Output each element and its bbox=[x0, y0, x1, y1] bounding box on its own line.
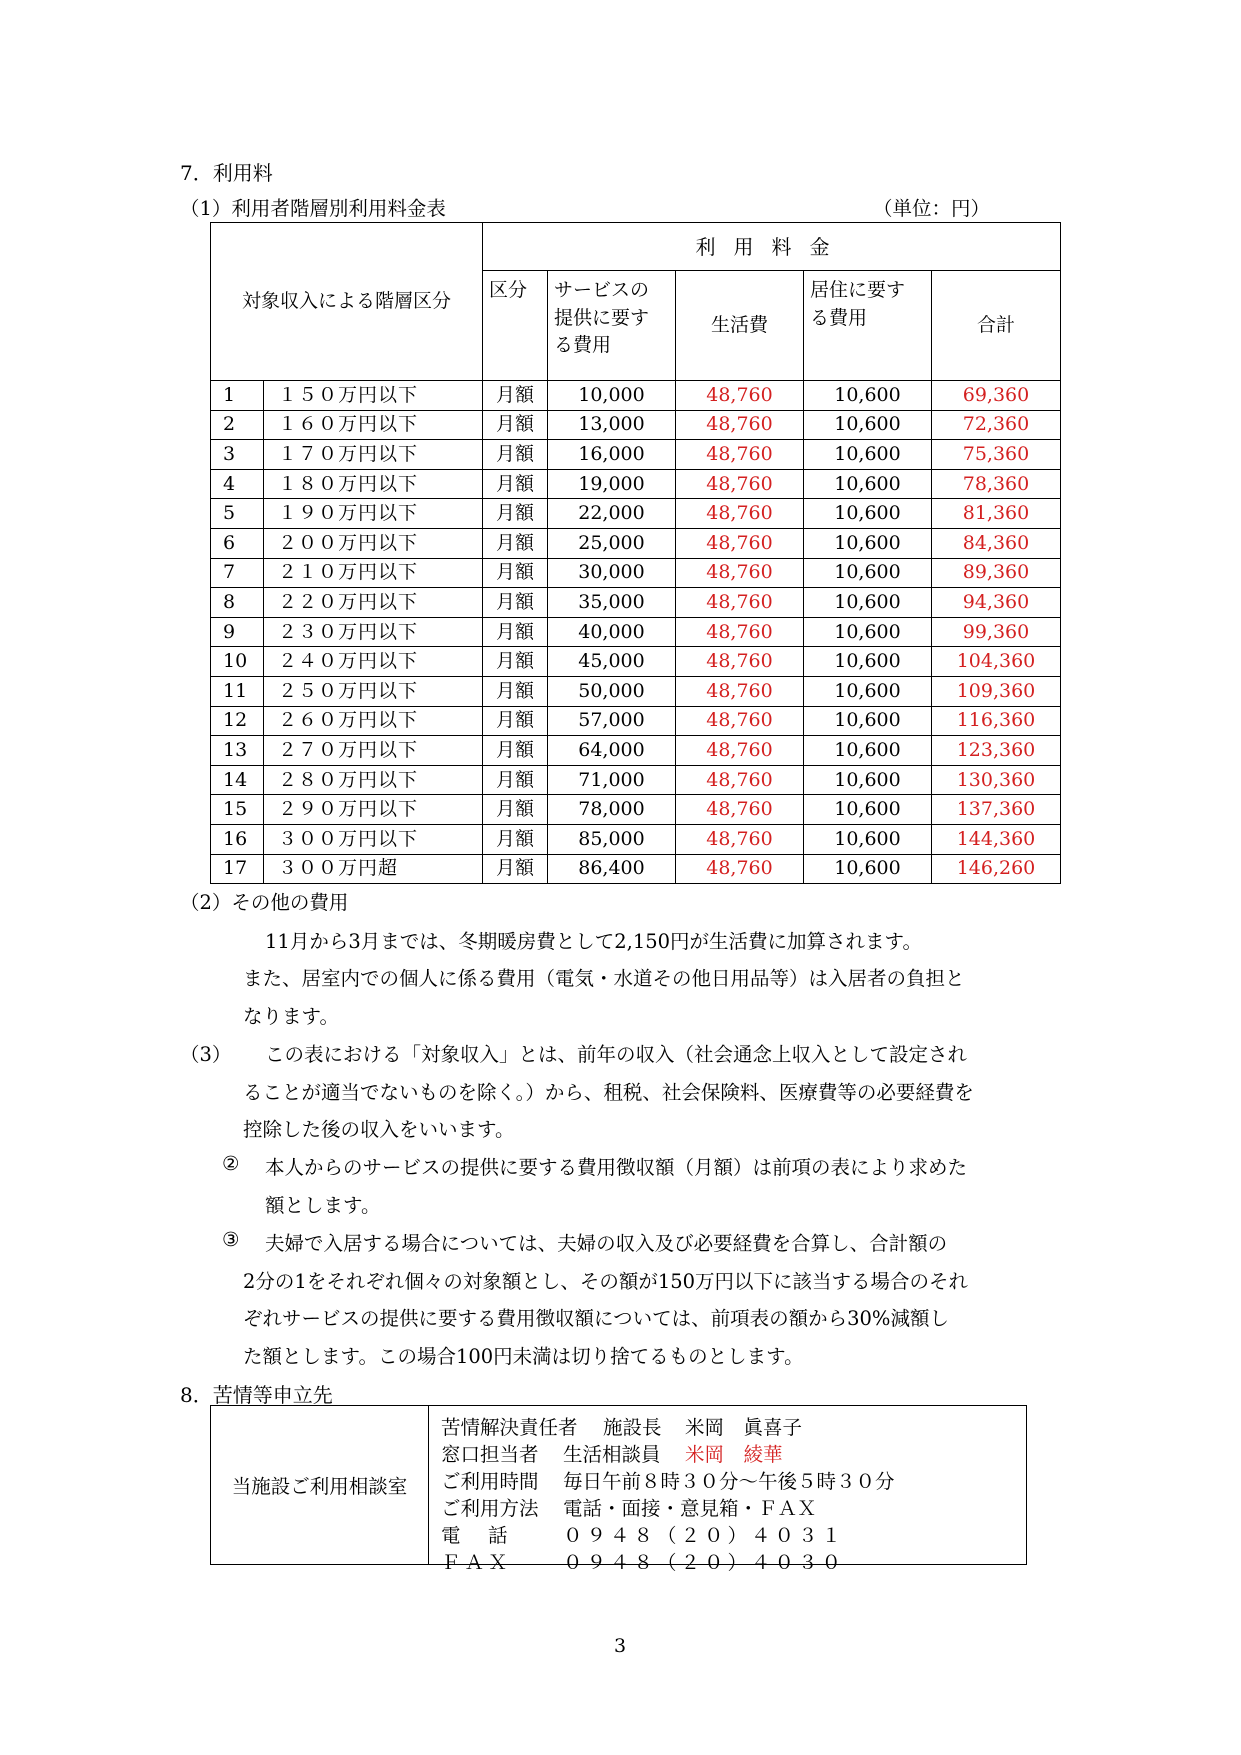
tier-cell: ３００万円以下 bbox=[264, 824, 483, 854]
row-number: 5 bbox=[211, 499, 264, 529]
table-row bbox=[211, 736, 1061, 766]
table-row bbox=[211, 676, 1061, 706]
unit-cell: 月額 bbox=[483, 795, 548, 825]
residence-cost-cell: 10,600 bbox=[804, 795, 932, 825]
residence-cost-cell: 10,600 bbox=[804, 528, 932, 558]
header-tier-label: 対象収入による階層区分 bbox=[211, 223, 483, 381]
residence-cost-cell: 10,600 bbox=[804, 706, 932, 736]
row-number: 13 bbox=[211, 736, 264, 766]
total-cell: 146,260 bbox=[932, 854, 1061, 884]
tier-cell: ２００万円以下 bbox=[264, 528, 483, 558]
paragraph-line: ぞれサービスの提供に要する費用徴収額については、前項表の額から30%減額し bbox=[243, 1307, 949, 1330]
residence-cost-cell: 10,600 bbox=[804, 676, 932, 706]
section-title: 8．苦情等申立先 bbox=[180, 1383, 333, 1407]
tier-cell: １８０万円以下 bbox=[264, 469, 483, 499]
living-cost-cell: 48,760 bbox=[676, 588, 804, 618]
tier-cell: ２２０万円以下 bbox=[264, 588, 483, 618]
table-row bbox=[211, 795, 1061, 825]
living-cost-cell: 48,760 bbox=[676, 381, 804, 411]
living-cost-cell: 48,760 bbox=[676, 617, 804, 647]
service-fee-cell: 19,000 bbox=[548, 469, 676, 499]
residence-cost-cell: 10,600 bbox=[804, 469, 932, 499]
row-number: 1 bbox=[211, 381, 264, 411]
living-cost-cell: 48,760 bbox=[676, 765, 804, 795]
service-fee-cell: 10,000 bbox=[548, 381, 676, 411]
residence-cost-cell: 10,600 bbox=[804, 558, 932, 588]
total-cell: 89,360 bbox=[932, 558, 1061, 588]
service-fee-cell: 30,000 bbox=[548, 558, 676, 588]
contact-label: 当施設ご利用相談室 bbox=[211, 1406, 429, 1564]
table-row bbox=[211, 499, 1061, 529]
contact-line: ご利用時間 毎日午前８時３０分～午後５時３０分 bbox=[441, 1470, 895, 1493]
tier-cell: １７０万円以下 bbox=[264, 440, 483, 470]
residence-cost-cell: 10,600 bbox=[804, 617, 932, 647]
tier-cell: ２９０万円以下 bbox=[264, 795, 483, 825]
tier-cell: ２７０万円以下 bbox=[264, 736, 483, 766]
total-cell: 144,360 bbox=[932, 824, 1061, 854]
contact-line: 電 話 ０９４８（２０）４０３１ bbox=[441, 1524, 846, 1547]
total-cell: 69,360 bbox=[932, 381, 1061, 411]
unit-cell: 月額 bbox=[483, 736, 548, 766]
living-cost-cell: 48,760 bbox=[676, 736, 804, 766]
unit-cell: 月額 bbox=[483, 528, 548, 558]
paragraph-line: 額とします。 bbox=[265, 1194, 381, 1217]
table-row bbox=[211, 765, 1061, 795]
header-total: 合計 bbox=[932, 271, 1061, 381]
subsection-label: （3） bbox=[180, 1043, 232, 1066]
paragraph-line: 本人からのサービスの提供に要する費用徴収額（月額）は前項の表により求めた bbox=[265, 1156, 968, 1179]
tier-cell: ２６０万円以下 bbox=[264, 706, 483, 736]
residence-cost-cell: 10,600 bbox=[804, 736, 932, 766]
item-marker: ② bbox=[222, 1152, 240, 1175]
residence-cost-cell: 10,600 bbox=[804, 647, 932, 677]
table-row bbox=[211, 381, 1061, 411]
service-fee-cell: 85,000 bbox=[548, 824, 676, 854]
contact-line: 苦情解決責任者 施設長 米岡 眞喜子 bbox=[441, 1416, 803, 1439]
unit-cell: 月額 bbox=[483, 499, 548, 529]
total-cell: 116,360 bbox=[932, 706, 1061, 736]
unit-cell: 月額 bbox=[483, 469, 548, 499]
subsection-title: （2）その他の費用 bbox=[180, 891, 349, 914]
tier-cell: ２１０万円以下 bbox=[264, 558, 483, 588]
contact-line: ご利用方法 電話・面接・意見箱・ＦＡＸ bbox=[441, 1497, 817, 1520]
paragraph-line: 夫婦で入居する場合については、夫婦の収入及び必要経費を合算し、合計額の bbox=[265, 1232, 948, 1255]
unit-cell: 月額 bbox=[483, 647, 548, 677]
contact-line: ＦＡＸ ０９４８（２０）４０３０ bbox=[441, 1551, 846, 1574]
row-number: 4 bbox=[211, 469, 264, 499]
service-fee-cell: 78,000 bbox=[548, 795, 676, 825]
row-number: 2 bbox=[211, 410, 264, 440]
row-number: 16 bbox=[211, 824, 264, 854]
service-fee-cell: 71,000 bbox=[548, 765, 676, 795]
tier-cell: １６０万円以下 bbox=[264, 410, 483, 440]
unit-cell: 月額 bbox=[483, 676, 548, 706]
service-fee-cell: 13,000 bbox=[548, 410, 676, 440]
row-number: 15 bbox=[211, 795, 264, 825]
unit-cell: 月額 bbox=[483, 558, 548, 588]
table-row bbox=[211, 824, 1061, 854]
unit-cell: 月額 bbox=[483, 824, 548, 854]
row-number: 17 bbox=[211, 854, 264, 884]
section-title: 7．利用料 bbox=[180, 161, 273, 185]
residence-cost-cell: 10,600 bbox=[804, 588, 932, 618]
table-row bbox=[211, 854, 1061, 884]
row-number: 8 bbox=[211, 588, 264, 618]
row-number: 7 bbox=[211, 558, 264, 588]
unit-cell: 月額 bbox=[483, 440, 548, 470]
living-cost-cell: 48,760 bbox=[676, 795, 804, 825]
header-service: サービスの 提供に要す る費用 bbox=[548, 271, 676, 381]
row-number: 9 bbox=[211, 617, 264, 647]
total-cell: 81,360 bbox=[932, 499, 1061, 529]
unit-cell: 月額 bbox=[483, 588, 548, 618]
total-cell: 84,360 bbox=[932, 528, 1061, 558]
row-number: 12 bbox=[211, 706, 264, 736]
service-fee-cell: 45,000 bbox=[548, 647, 676, 677]
total-cell: 123,360 bbox=[932, 736, 1061, 766]
contact-box bbox=[210, 1405, 1027, 1574]
tier-cell: １９０万円以下 bbox=[264, 499, 483, 529]
table-row bbox=[211, 528, 1061, 558]
unit-cell: 月額 bbox=[483, 617, 548, 647]
tier-cell: １５０万円以下 bbox=[264, 381, 483, 411]
living-cost-cell: 48,760 bbox=[676, 499, 804, 529]
total-cell: 72,360 bbox=[932, 410, 1061, 440]
row-number: 6 bbox=[211, 528, 264, 558]
living-cost-cell: 48,760 bbox=[676, 558, 804, 588]
living-cost-cell: 48,760 bbox=[676, 854, 804, 884]
residence-cost-cell: 10,600 bbox=[804, 410, 932, 440]
total-cell: 78,360 bbox=[932, 469, 1061, 499]
unit-note: （単位：円） bbox=[873, 197, 991, 220]
total-cell: 109,360 bbox=[932, 676, 1061, 706]
living-cost-cell: 48,760 bbox=[676, 706, 804, 736]
service-fee-cell: 86,400 bbox=[548, 854, 676, 884]
living-cost-cell: 48,760 bbox=[676, 676, 804, 706]
header-residence: 居住に要す る費用 bbox=[804, 271, 932, 381]
total-cell: 130,360 bbox=[932, 765, 1061, 795]
residence-cost-cell: 10,600 bbox=[804, 824, 932, 854]
residence-cost-cell: 10,600 bbox=[804, 499, 932, 529]
table-row bbox=[211, 440, 1061, 470]
living-cost-cell: 48,760 bbox=[676, 647, 804, 677]
table-row bbox=[211, 617, 1061, 647]
table-row bbox=[211, 410, 1061, 440]
total-cell: 75,360 bbox=[932, 440, 1061, 470]
tier-cell: ３００万円超 bbox=[264, 854, 483, 884]
service-fee-cell: 57,000 bbox=[548, 706, 676, 736]
contact-line: 窓口担当者 生活相談員 米岡 綾華 bbox=[441, 1443, 783, 1466]
row-number: 11 bbox=[211, 676, 264, 706]
table-row bbox=[211, 706, 1061, 736]
page-number: 3 bbox=[614, 1635, 627, 1657]
total-cell: 137,360 bbox=[932, 795, 1061, 825]
tier-cell: ２５０万円以下 bbox=[264, 676, 483, 706]
unit-cell: 月額 bbox=[483, 765, 548, 795]
paragraph-line: ることが適当でないものを除く。）から、租税、社会保険料、医療費等の必要経費を bbox=[243, 1081, 974, 1104]
tier-cell: ２８０万円以下 bbox=[264, 765, 483, 795]
total-cell: 99,360 bbox=[932, 617, 1061, 647]
unit-cell: 月額 bbox=[483, 706, 548, 736]
tier-cell: ２３０万円以下 bbox=[264, 617, 483, 647]
tier-cell: ２４０万円以下 bbox=[264, 647, 483, 677]
paragraph-line: また、居室内での個人に係る費用（電気・水道その他日用品等）は入居者の負担と bbox=[243, 967, 965, 990]
service-fee-cell: 22,000 bbox=[548, 499, 676, 529]
table-row bbox=[211, 558, 1061, 588]
header-kubun: 区分 bbox=[483, 271, 548, 381]
unit-cell: 月額 bbox=[483, 410, 548, 440]
fee-table bbox=[210, 222, 1061, 884]
residence-cost-cell: 10,600 bbox=[804, 854, 932, 884]
service-fee-cell: 35,000 bbox=[548, 588, 676, 618]
total-cell: 104,360 bbox=[932, 647, 1061, 677]
paragraph-line: 控除した後の収入をいいます。 bbox=[243, 1118, 515, 1141]
residence-cost-cell: 10,600 bbox=[804, 765, 932, 795]
service-fee-cell: 16,000 bbox=[548, 440, 676, 470]
paragraph-line: 11月から3月までは、冬期暖房費として2,150円が生活費に加算されます。 bbox=[265, 930, 922, 953]
living-cost-cell: 48,760 bbox=[676, 528, 804, 558]
paragraph-line: 2分の1をそれぞれ個々の対象額とし、その額が150万円以下に該当する場合のそれ bbox=[243, 1270, 969, 1293]
living-cost-cell: 48,760 bbox=[676, 824, 804, 854]
service-fee-cell: 40,000 bbox=[548, 617, 676, 647]
paragraph-line: この表における「対象収入」とは、前年の収入（社会通念上収入として設定され bbox=[265, 1043, 968, 1066]
residence-cost-cell: 10,600 bbox=[804, 381, 932, 411]
living-cost-cell: 48,760 bbox=[676, 410, 804, 440]
paragraph-line: た額とします。この場合100円未満は切り捨てるものとします。 bbox=[243, 1345, 804, 1368]
row-number: 3 bbox=[211, 440, 264, 470]
header-fee: 利用料金 bbox=[483, 223, 1061, 271]
item-marker: ③ bbox=[222, 1228, 240, 1251]
residence-cost-cell: 10,600 bbox=[804, 440, 932, 470]
row-number: 14 bbox=[211, 765, 264, 795]
living-cost-cell: 48,760 bbox=[676, 440, 804, 470]
service-fee-cell: 64,000 bbox=[548, 736, 676, 766]
unit-cell: 月額 bbox=[483, 854, 548, 884]
header-living: 生活費 bbox=[676, 271, 804, 381]
service-fee-cell: 50,000 bbox=[548, 676, 676, 706]
unit-cell: 月額 bbox=[483, 381, 548, 411]
subsection-title: （1）利用者階層別利用料金表 bbox=[180, 197, 446, 220]
service-fee-cell: 25,000 bbox=[548, 528, 676, 558]
total-cell: 94,360 bbox=[932, 588, 1061, 618]
table-row bbox=[211, 647, 1061, 677]
row-number: 10 bbox=[211, 647, 264, 677]
table-row bbox=[211, 469, 1061, 499]
paragraph-line: なります。 bbox=[243, 1005, 339, 1028]
table-row bbox=[211, 588, 1061, 618]
living-cost-cell: 48,760 bbox=[676, 469, 804, 499]
